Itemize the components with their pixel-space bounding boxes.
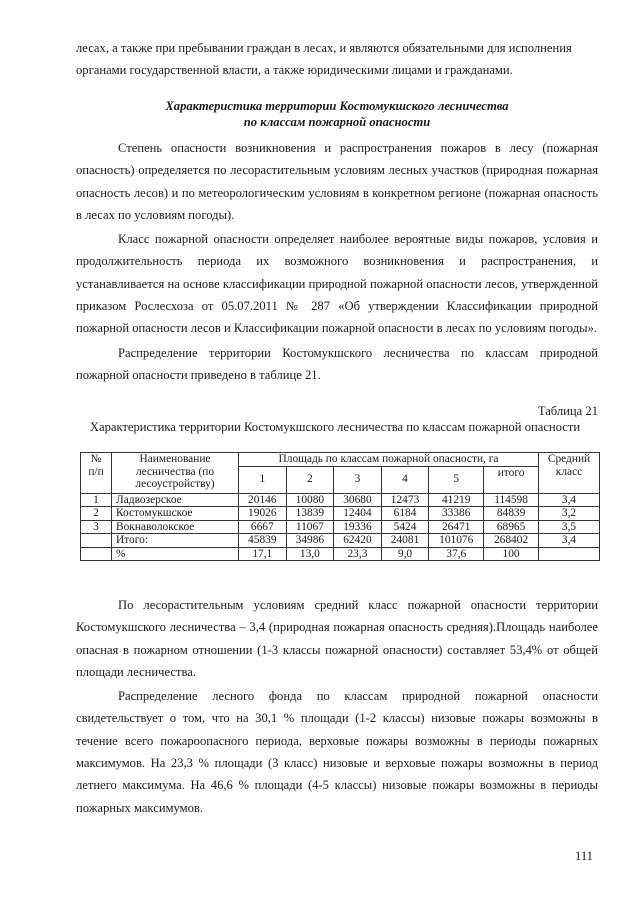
table-row: [81, 547, 600, 561]
intro-paragraph: [76, 37, 598, 82]
table-cell-c1: 17,1: [239, 547, 287, 561]
table-cell-n: 3: [81, 520, 112, 534]
table-cell-c4: 5424: [381, 520, 429, 534]
table-cell-c5: 41219: [429, 493, 484, 507]
header-number: № п/п: [81, 453, 112, 494]
table-cell-c3: 23,3: [334, 547, 382, 561]
table-cell-avg: 3,5: [539, 520, 600, 534]
header-class-5: 5: [429, 466, 484, 493]
table-caption: Характеристика территории Костомукшского лесничества по классам пожарной опасности: [89, 420, 581, 434]
heading-line-1: Характеристика территории Костомукшского лесничества: [165, 99, 509, 113]
header-class-4: 4: [381, 466, 429, 493]
table-cell-c3: 19336: [334, 520, 382, 534]
table-row: [81, 493, 600, 507]
table-cell-name: Ладвозерское: [112, 493, 239, 507]
heading-line-2: по классам пожарной опасности: [243, 115, 431, 129]
table-cell-avg: [539, 547, 600, 561]
table-cell-c2: 34986: [286, 534, 334, 548]
intro-line-1: лесах, а также при пребывании граждан в лесах, и являются обязательными для исполнения: [76, 41, 572, 55]
table-cell-c4: 6184: [381, 507, 429, 521]
table-cell-c3: 12404: [334, 507, 382, 521]
table-cell-name: Вокнаволокское: [112, 520, 239, 534]
header-area-by-class: Площадь по классам пожарной опасности, га: [239, 453, 539, 467]
table-cell-c2: 10080: [286, 493, 334, 507]
table-cell-n: 1: [81, 493, 112, 507]
table-row: [81, 507, 600, 521]
fire-class-table: [80, 452, 600, 561]
table-cell-avg: 3,4: [539, 534, 600, 548]
table-cell-total: 100: [484, 547, 539, 561]
table-number: Таблица 21: [537, 404, 598, 418]
paragraph-average-class: По лесорастительным условиям средний класс пожарной опасности территории Костомукшского лесничества – 3,4 (природная пожарная опасность средняя).Площадь наиболее опасная в пожарном отношении (1-3 классы пожарной опасности) составляет 53,4% от общей площади лесничества.: [76, 598, 598, 679]
table-cell-c5: 101076: [429, 534, 484, 548]
table-cell-c1: 45839: [239, 534, 287, 548]
table-cell-c2: 11067: [286, 520, 334, 534]
table-cell-n: 2: [81, 507, 112, 521]
table-cell-total: 268402: [484, 534, 539, 548]
page-number: 111: [575, 849, 593, 863]
table-cell-total: 68965: [484, 520, 539, 534]
table-cell-c3: 62420: [334, 534, 382, 548]
table-cell-n: [81, 547, 112, 561]
body-text-bottom: [76, 594, 598, 819]
table-cell-c2: 13839: [286, 507, 334, 521]
table-cell-c4: 24081: [381, 534, 429, 548]
header-class-2: 2: [286, 466, 334, 493]
table-cell-c3: 30680: [334, 493, 382, 507]
header-class-3: 3: [334, 466, 382, 493]
table-cell-c5: 26471: [429, 520, 484, 534]
table-body: [81, 493, 600, 561]
table-cell-name: Итого:: [112, 534, 239, 548]
table-cell-c1: 20146: [239, 493, 287, 507]
table-cell-avg: 3,4: [539, 493, 600, 507]
table-cell-n: [81, 534, 112, 548]
header-forestry-name: Наименование лесничества (по лесоустройству): [112, 453, 239, 494]
paragraph-fire-danger-class: Класс пожарной опасности определяет наиболее вероятные виды пожаров, условия и продолжительность периода их возможного возникновения и распространения, и устанавливается на основе классификации природной пожарной опасности лесов, утвержденной приказом Рослесхоза от 05.07.2011 № 287 «Об утверждении Классификации природной пожарной опасности лесов и Классификации пожарной опасности в лесах по условиям погоды».: [76, 232, 598, 336]
table-row: [81, 520, 600, 534]
table-cell-c1: 6667: [239, 520, 287, 534]
intro-line-2: органами государственной власти, а также юридическими лицами и гражданами.: [76, 63, 513, 78]
table-cell-c5: 37,6: [429, 547, 484, 561]
header-class-1: 1: [239, 466, 287, 493]
body-text-top: [76, 137, 598, 386]
paragraph-fire-danger-degree: Степень опасности возникновения и распространения пожаров в лесу (пожарная опасность) определяется по лесорастительным условиям лесных участков (природная пожарная опасность лесов) и по метеорологическим условиям в конкретном регионе (пожарная опасность в лесах по условиям погоды).: [76, 141, 598, 222]
table-cell-avg: 3,2: [539, 507, 600, 521]
table-cell-name: %: [112, 547, 239, 561]
section-heading: [76, 98, 598, 130]
table-cell-total: 84839: [484, 507, 539, 521]
table-cell-c2: 13,0: [286, 547, 334, 561]
header-average-class: Средний класс: [539, 453, 600, 494]
table-cell-c4: 12473: [381, 493, 429, 507]
table-cell-c4: 9,0: [381, 547, 429, 561]
table-cell-c5: 33386: [429, 507, 484, 521]
table-cell-total: 114598: [484, 493, 539, 507]
paragraph-fund-distribution: Распределение лесного фонда по классам природной пожарной опасности свидетельствует о том, что на 30,1 % площади (1-2 классы) низовые пожары возможны в течение всего пожароопасного периода, верховые пожары возможны в периоды пожарных максимумов. На 23,3 % площади (3 класс) низовые и верховые пожары возможны в период летнего максимума. На 46,6 % площади (4-5 классы) низовые пожары возможны в периоды пожарных максимумов.: [76, 689, 598, 815]
paragraph-distribution-intro: Распределение территории Костомукшского лесничества по классам природной пожарной опасности приведено в таблице 21.: [76, 345, 598, 382]
table-row: [81, 534, 600, 548]
table-cell-c1: 19026: [239, 507, 287, 521]
header-total: итого: [484, 466, 539, 493]
table-cell-name: Костомукшское: [112, 507, 239, 521]
